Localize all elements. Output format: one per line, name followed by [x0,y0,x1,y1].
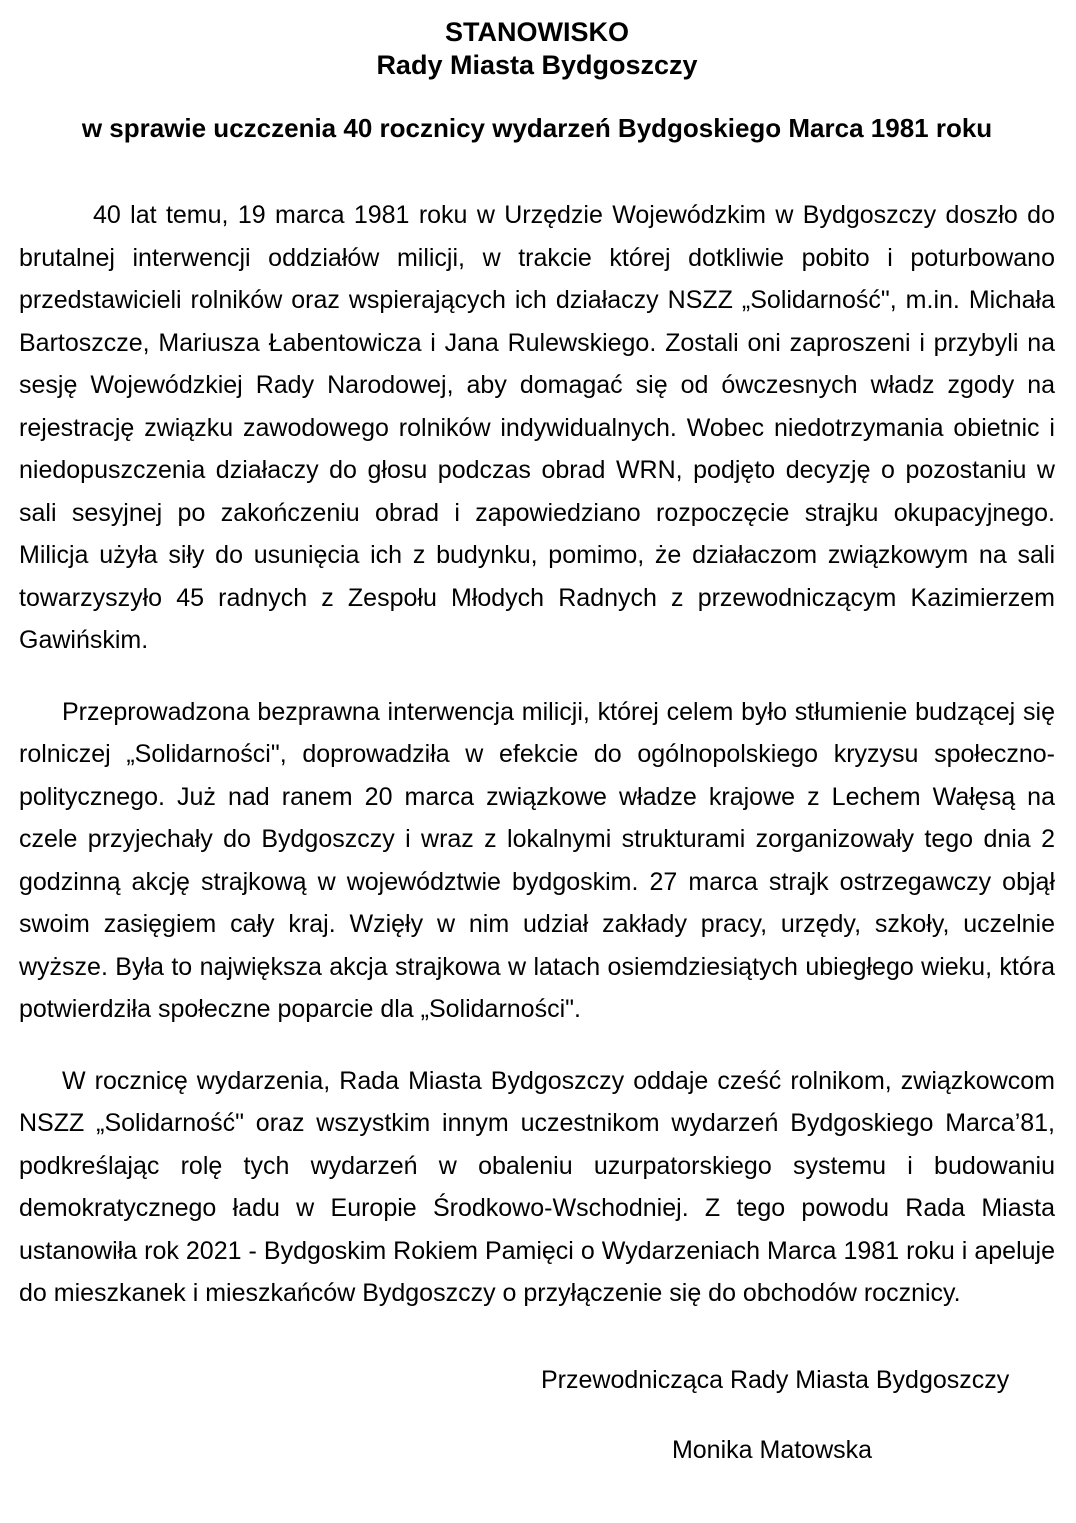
signature-role: Przewodnicząca Rady Miasta Bydgoszczy [541,1365,1010,1394]
signature-name: Monika Matowska [671,1436,873,1464]
document-subject: w sprawie uczczenia 40 rocznicy wydarzeń Bydgoskiego Marca 1981 roku [81,113,993,143]
document-subtitle: Rady Miasta Bydgoszczy [376,50,698,80]
signature-block [541,1359,1010,1472]
document-title: STANOWISKO [445,17,629,47]
paragraph-1: 40 lat temu, 19 marca 1981 roku w Urzędzie Wojewódzkim w Bydgoszczy doszło do brutalnej interwencji oddziałów milicji, w trakcie której dotkliwie pobito i poturbowano przedstawicieli rolników oraz wspierających ich działaczy NSZZ „Solidarność", m.in. Michała Bartoszcze, Mariusza Łabentowicza i Jana Rulewskiego. Zostali oni zaproszeni i przybyli na sesję Wojewódzkiej Rady Narodowej, aby domagać się od ówczesnych władz zgody na rejestrację związku zawodowego rolników indywidualnych. Wobec niedotrzymania obietnic i niedopuszczenia działaczy do głosu podczas obrad WRN, podjęto decyzję o pozostaniu w sali sesyjnej po zakończeniu obrad i zapowiedziano rozpoczęcie strajku okupacyjnego. Milicja użyła siły do usunięcia ich z budynku, pomimo, że działaczom związkowym na sali towarzyszyło 45 radnych z Zespołu Młodych Radnych z przewodniczącym Kazimierzem Gawińskim. [19,201,1055,654]
paragraph-2: Przeprowadzona bezprawna interwencja milicji, której celem było stłumienie budzącej się rolniczej „Solidarności", doprowadziła w efekcie do ogólnopolskiego kryzysu społeczno-politycznego. Już nad ranem 20 marca związkowe władze krajowe z Lechem Wałęsą na czele przyjechały do Bydgoszczy i wraz z lokalnymi strukturami zorganizowały tego dnia 2 godzinną akcję strajkową w województwie bydgoskim. 27 marca strajk ostrzegawczy objął swoim zasięgiem cały kraj. Wzięły w nim udział zakłady pracy, urzędy, szkoły, uczelnie wyższe. Była to największa akcja strajkowa w latach osiemdziesiątych ubiegłego wieku, która potwierdziła społeczne poparcie dla „Solidarności". [19,697,1055,1023]
paragraph-3: W rocznicę wydarzenia, Rada Miasta Bydgoszczy oddaje cześć rolnikom, związkowcom NSZZ „Solidarność" oraz wszystkim innym uczestnikom wydarzeń Bydgoskiego Marca’81, podkreślając rolę tych wydarzeń w obaleniu uzurpatorskiego systemu i budowaniu demokratycznego ładu w Europie Środkowo-Wschodniej. Z tego powodu Rada Miasta ustanowiła rok 2021 - Bydgoskim Rokiem Pamięci o Wydarzeniach Marca 1981 roku i apeluje do mieszkanek i mieszkańców Bydgoszczy o przyłączenie się do obchodów rocznicy. [19,1066,1055,1307]
document-body [19,194,1055,1315]
